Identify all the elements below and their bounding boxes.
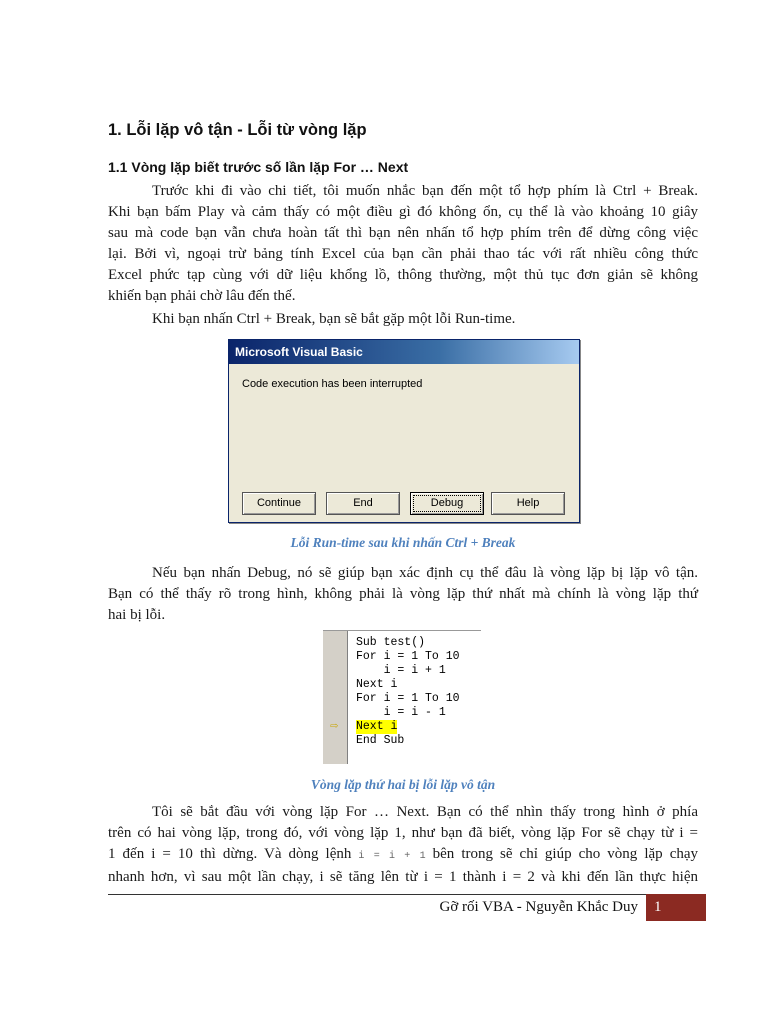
text-line: lại. Bởi vì, ngoại trừ bảng tính Excel của bạn cần phải thao tác với rất nhiều công thức [108,246,698,262]
code-line: i = i - 1 [356,706,446,719]
text-line: Khi bạn nhấn Ctrl + Break, bạn sẽ bắt gặp một lỗi Run-time. [152,311,516,327]
code-line: For i = 1 To 10 [356,650,460,663]
dialog-message: Code execution has been interrupted [242,378,423,390]
text-fragment: 1 đến i = 10 thì dừng. Và dòng lệnh [108,846,352,862]
subsection-heading: 1.1 Vòng lặp biết trước số lần lặp For … Next [108,159,409,175]
help-button[interactable]: Help [491,492,565,515]
text-line: nhanh hơn, vì sau một lần chạy, i sẽ tăng lên từ i = 1 thành i = 2 và khi đến lần thực hiện [108,869,698,885]
execution-arrow-icon: ⇨ [330,721,339,732]
text-line [108,844,698,867]
dialog-title: Microsoft Visual Basic [229,340,579,364]
text-line: Bạn có thể thấy rõ trong hình, không phải là vòng lặp thứ nhất mà chính là vòng lặp thứ [108,586,698,602]
inline-code: i = i + 1 [358,851,426,862]
end-button[interactable]: End [326,492,400,515]
debug-button[interactable]: Debug [410,492,484,515]
page-number: 1 [646,894,706,921]
text-line: Excel phức tạp cùng với dữ liệu khổng lồ, thông thường, một thủ tục đơn giản sẽ không [108,267,698,283]
highlighted-code-line: Next i [356,720,398,733]
code-line: End Sub [356,734,405,747]
vb-error-dialog [228,339,580,523]
intro-paragraph [108,181,698,307]
code-gutter [323,631,348,764]
code-window [323,630,481,764]
figure-caption: Lỗi Run-time sau khi nhấn Ctrl + Break [290,535,516,550]
section-heading: 1. Lỗi lặp vô tận - Lỗi từ vòng lặp [108,121,367,139]
footer-divider [108,894,646,895]
code-line: Next i [356,678,398,691]
text-line: Khi bạn bấm Play và cảm thấy có một điều gì đó không ổn, cụ thể là vào khoảng 10 giây [108,204,698,220]
text-line: Tôi sẽ bắt đầu với vòng lặp For … Next. Bạn có thể nhìn thấy trong hình ở phía [152,804,698,820]
code-line: i = i + 1 [356,664,446,677]
continue-button[interactable]: Continue [242,492,316,515]
debug-paragraph [108,563,698,626]
footer-text: Gỡ rối VBA - Nguyễn Khắc Duy [439,899,638,915]
figure-caption: Vòng lặp thứ hai bị lỗi lặp vô tận [310,777,496,792]
text-line: hai bị lỗi. [108,607,166,623]
text-line: trên có hai vòng lặp, trong đó, với vòng lặp 1, như bạn đã biết, vòng lặp For sẽ chạy từ i = [108,825,698,841]
code-line: Sub test() [356,636,426,649]
text-line: Nếu bạn nhấn Debug, nó sẽ giúp bạn xác định cụ thể đâu là vòng lặp bị lặp vô tận. [152,565,698,581]
for-next-paragraph [108,802,698,888]
text-fragment: bên trong sẽ chỉ giúp cho vòng lặp chạy [432,846,699,862]
text-line: khiến bạn phải chờ lâu đến thế. [108,288,296,304]
ctrl-break-paragraph [108,309,698,330]
text-line: sau mà code bạn vẫn chưa hoàn tất thì bạn nên nhấn tổ hợp phím trên để dừng công việc [108,225,698,241]
text-line: Trước khi đi vào chi tiết, tôi muốn nhắc bạn đến một tổ hợp phím là Ctrl + Break. [152,183,698,199]
code-line: For i = 1 To 10 [356,692,460,705]
